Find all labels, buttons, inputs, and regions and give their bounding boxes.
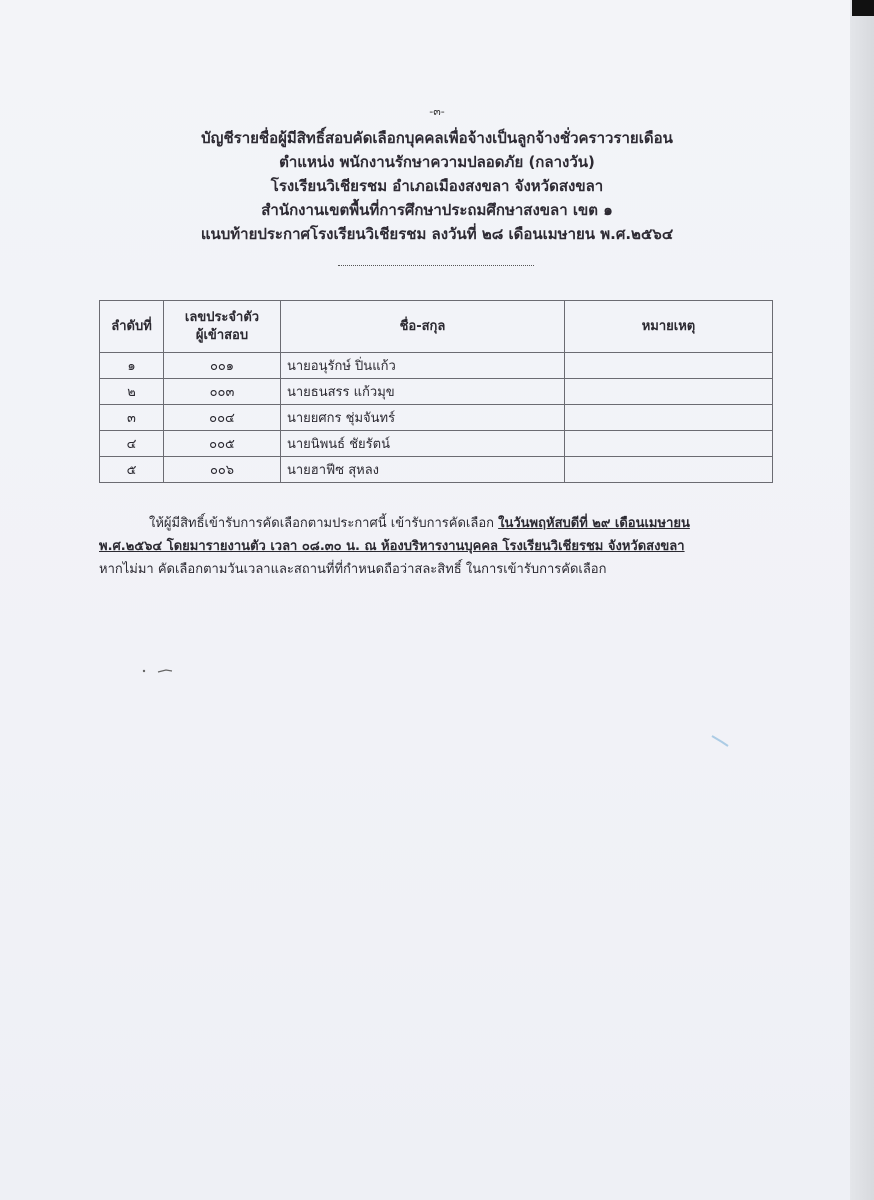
header-candidate-id [164, 301, 281, 353]
heading-line-title: บัญชีรายชื่อผู้มีสิทธิ์สอบคัดเลือกบุคคลเพื่อจ้างเป็นลูกจ้างชั่วคราวรายเดือน [201, 129, 673, 147]
notice-exam-date: ในวันพฤหัสบดีที่ ๒๙ เดือนเมษายน [498, 516, 690, 531]
cell-candidate-id: ๐๐๖ [164, 457, 281, 483]
table-row [100, 379, 773, 405]
cell-remark [565, 353, 773, 379]
cell-remark [565, 379, 773, 405]
notice-paragraph [99, 512, 772, 581]
cell-candidate-id: ๐๐๔ [164, 405, 281, 431]
cell-remark [565, 457, 773, 483]
table-row [100, 457, 773, 483]
heading-line-school: โรงเรียนวิเชียรชม อำเภอเมืองสงขลา จังหวัดสงขลา [270, 177, 604, 195]
scan-corner-mark [852, 0, 874, 16]
document-heading [0, 126, 874, 246]
heading-line-position: ตำแหน่ง พนักงานรักษาความปลอดภัย (กลางวัน) [279, 153, 595, 171]
cell-order: ๓ [100, 405, 164, 431]
header-name: ชื่อ-สกุล [281, 301, 565, 353]
table-header-row [100, 301, 773, 353]
cell-name: นายยศกร ชุ่มจันทร์ [281, 405, 565, 431]
candidate-table [99, 300, 773, 483]
cell-order: ๒ [100, 379, 164, 405]
table-row [100, 353, 773, 379]
header-candidate-id-line2: ผู้เข้าสอบ [195, 327, 249, 343]
table-row [100, 405, 773, 431]
heading-line-office: สำนักงานเขตพื้นที่การศึกษาประถมศึกษาสงขลา เขต ๑ [261, 201, 613, 219]
notice-line-3: หากไม่มา คัดเลือกตามวันเวลาและสถานที่ที่กำหนดถือว่าสละสิทธิ์ ในการเข้ารับการคัดเลือก [99, 562, 607, 577]
header-remark: หมายเหตุ [565, 301, 773, 353]
cell-candidate-id: ๐๐๓ [164, 379, 281, 405]
notice-line-2: พ.ศ.๒๕๖๔ โดยมารายงานตัว เวลา ๐๘.๓๐ น. ณ ห้องบริหารงานบุคคล โรงเรียนวิเชียรชม จังหวัดสงขลา [99, 539, 685, 554]
page-number: -๓- [429, 105, 445, 118]
scan-speck [138, 664, 182, 678]
cell-candidate-id: ๐๐๕ [164, 431, 281, 457]
cell-remark [565, 405, 773, 431]
notice-line-1-text: ให้ผู้มีสิทธิ์เข้ารับการคัดเลือกตามประกาศนี้ เข้ารับการคัดเลือก [149, 516, 499, 531]
header-order: ลำดับที่ [100, 301, 164, 353]
scan-speck [708, 732, 732, 750]
cell-name: นายนิพนธ์ ชัยรัตน์ [281, 431, 565, 457]
heading-divider [338, 265, 534, 266]
cell-order: ๕ [100, 457, 164, 483]
cell-name: นายฮาฟีซ สุหลง [281, 457, 565, 483]
header-candidate-id-line1: เลขประจำตัว [184, 309, 260, 325]
cell-order: ๑ [100, 353, 164, 379]
notice-line-1 [99, 512, 772, 535]
cell-remark [565, 431, 773, 457]
cell-candidate-id: ๐๐๑ [164, 353, 281, 379]
cell-name: นายอนุรักษ์ ปิ่นแก้ว [281, 353, 565, 379]
cell-order: ๔ [100, 431, 164, 457]
table-row [100, 431, 773, 457]
heading-line-attachment: แนบท้ายประกาศโรงเรียนวิเชียรชม ลงวันที่ ๒๘ เดือนเมษายน พ.ศ.๒๕๖๔ [200, 225, 674, 243]
cell-name: นายธนสรร แก้วมุข [281, 379, 565, 405]
